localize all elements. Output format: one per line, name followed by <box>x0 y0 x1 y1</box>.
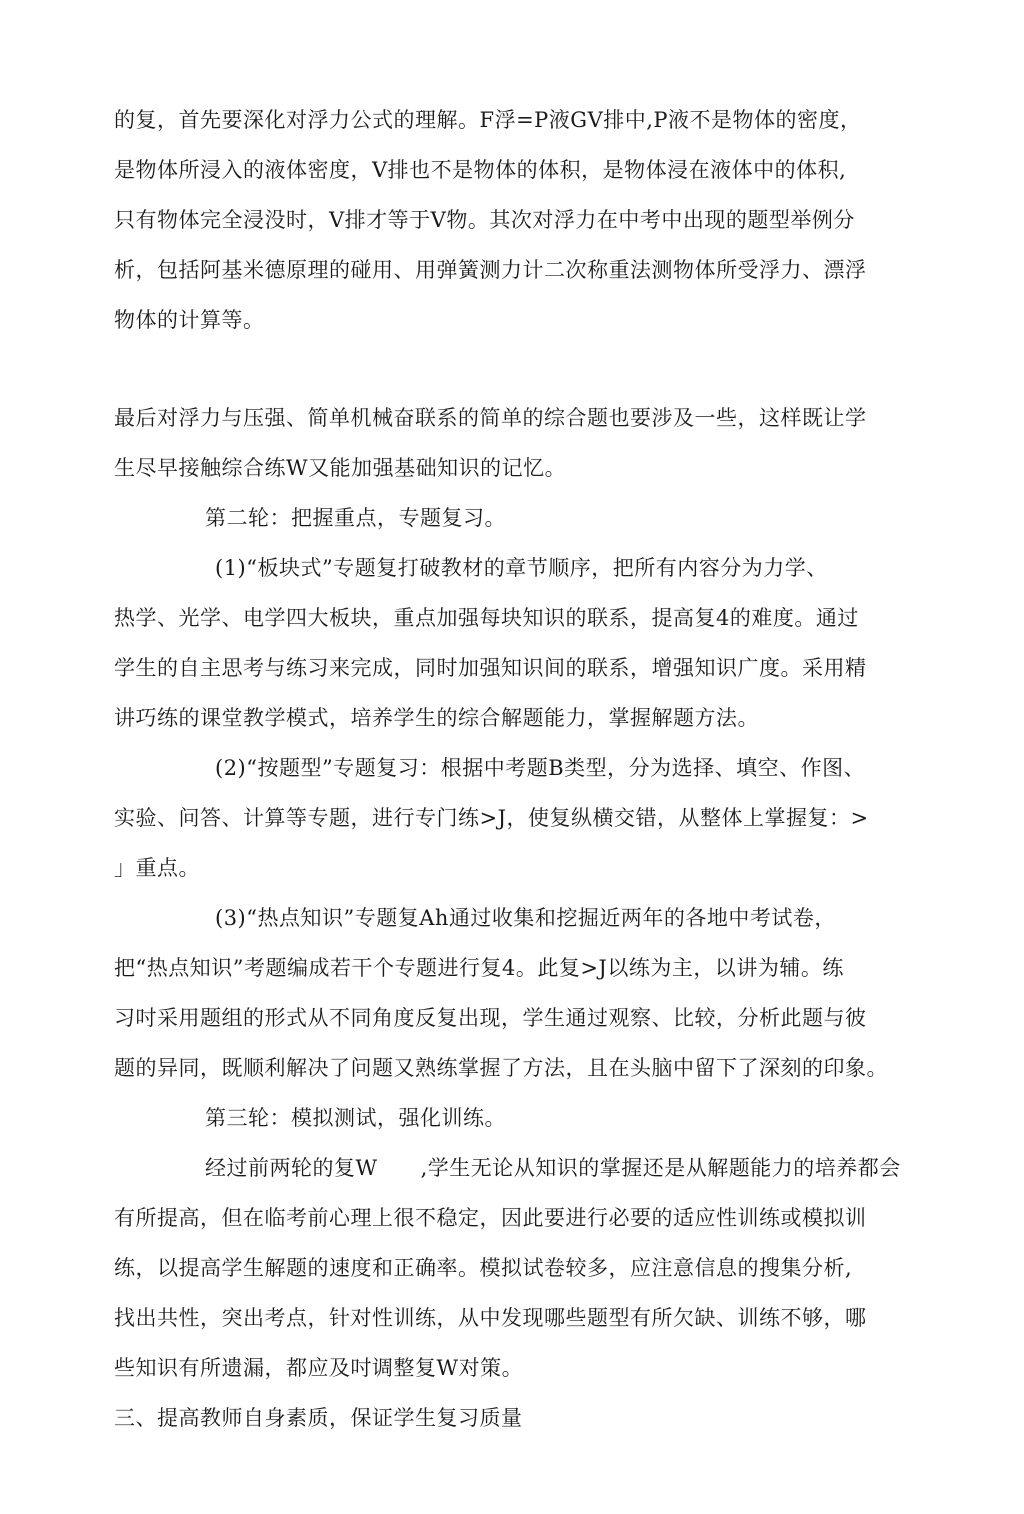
text-line: 」重点。 <box>114 856 200 880</box>
section-heading: 三、提高教师自身素质，保证学生复习质量 <box>114 1406 523 1430</box>
text-line: 题的异同，既顺利解决了问题又熟练掌握了方法，且在头脑中留下了深刻的印象。 <box>114 1056 888 1080</box>
text-line: (2)“按题型”专题复习：根据中考题B类型，分为选择、填空、作图、 <box>215 756 866 780</box>
text-line: 些知识有所遗漏，都应及吋调整复W对策。 <box>114 1356 524 1380</box>
text-line: 最后对浮力与压强、简单机械奋联系的简单的综合题也要涉及一些，这样既让学 <box>114 406 867 430</box>
text-line: 的复，首先要深化对浮力公式的理解。F浮=P液GV排中,P液不是物体的密度， <box>114 108 862 132</box>
text-line: 生尽早接触综合练W又能加强基础知识的记忆。 <box>114 456 567 480</box>
text-line: 学生的自主思考与练习来完成，同时加强知识间的联系，增强知识广度。采用精 <box>114 656 867 680</box>
text-line: 只有物体完全浸没时，V排才等于V物。其次对浮力在中考中出现的题型举例分 <box>114 208 855 232</box>
text-line: 有所提高，但在临考前心理上很不稳定，因此要进行必要的适应性训练或模拟训 <box>114 1206 867 1230</box>
section-heading: 第二轮：把握重点，专题复习。 <box>205 506 506 530</box>
text-line: 经过前两轮的复W ,学生无论从知识的掌握还是从解题能力的培养都会 <box>205 1156 901 1180</box>
text-line: 习吋采用题组的形式从不同角度反复出现，学生通过观察、比较，分析此题与彼 <box>114 1006 867 1030</box>
text-line: 讲巧练的课堂教学模式，培养学生的综合解题能力，掌握解题方法。 <box>114 706 759 730</box>
text-line: (3)“热点知识”专题复Ah通过收集和挖掘近两年的各地中考试卷， <box>215 906 836 930</box>
text-line: 热学、光学、电学四大板块，重点加强每块知识的联系，提高复4的难度。通过 <box>114 606 859 630</box>
text-line: 物体的计算等。 <box>114 308 265 332</box>
text-line: 实验、问答、计算等专题，进行专门练>J，使复纵横交错，从整体上掌握复：> <box>114 806 869 830</box>
text-line: 把“热点知识”考题编成若干个专题进行复4。此复>J以练为主，以讲为辅。练 <box>114 956 844 980</box>
text-line: 是物体所浸入的液体密度，V排也不是物体的体积，是物体浸在液体中的体积, <box>114 158 847 182</box>
text-line: 练，以提高学生解题的速度和正确率。模拟试卷较多，应注意信息的搜集分析, <box>114 1256 853 1280</box>
section-heading: 第三轮：模拟测试，强化训练。 <box>205 1106 506 1130</box>
text-line: 析，包括阿基米德原理的碰用、用弹簧测力计二次称重法测物体所受浮力、漂浮 <box>114 258 867 282</box>
text-line: (1)“板块式”专题复打破教材的章节顺序，把所有内容分为力学、 <box>215 556 828 580</box>
text-line: 找出共性，突出考点，针对性训练，从中发现哪些题型有所欠缺、训练不够，哪 <box>114 1306 867 1330</box>
